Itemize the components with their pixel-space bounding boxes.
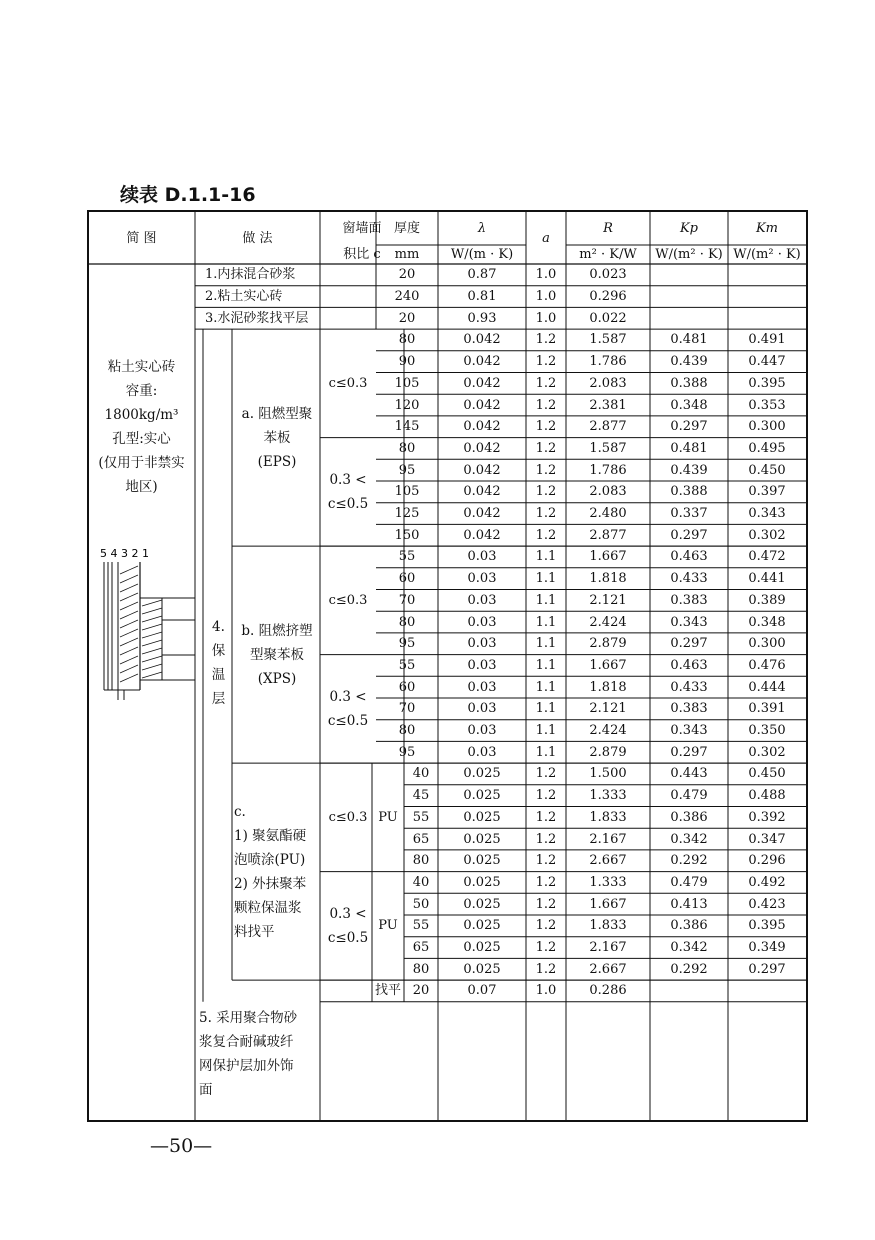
row-lambda: 0.03 [467, 592, 497, 608]
row-Km: 0.297 [748, 961, 786, 977]
row-Km: 0.392 [748, 809, 786, 825]
row-Km: 0.488 [748, 788, 786, 804]
row-lambda: 0.042 [463, 440, 501, 456]
row-a: 1.1 [535, 549, 557, 565]
layer-label: 2.粘土实心砖 [205, 289, 283, 305]
row-Km: 0.495 [748, 440, 786, 456]
header-lambda-unit: W/(m · K) [450, 247, 514, 262]
row-Kp: 0.439 [670, 462, 708, 478]
sketch-description: 粘土实心砖 容重: 1800kg/m³ 孔型:实心 (仅用于非禁实 地区) [98, 359, 185, 495]
header-thickness-unit: mm [394, 247, 420, 262]
row-thickness: 55 [398, 549, 416, 565]
row-thickness: 65 [412, 831, 430, 847]
row-lambda: 0.042 [463, 484, 501, 500]
row-a: 1.2 [535, 397, 557, 413]
row-lambda: 0.03 [467, 744, 497, 760]
block-ratio: 0.3 < c≤0.5 [327, 688, 369, 729]
diagram-line [142, 608, 162, 614]
row-Km: 0.423 [748, 896, 786, 912]
row-a: 1.2 [535, 918, 557, 934]
row-R: 1.587 [589, 440, 627, 456]
row-Km: 0.492 [748, 874, 786, 890]
row-a: 1.1 [535, 679, 557, 695]
row-a: 1.2 [535, 809, 557, 825]
row-a: 1.2 [535, 896, 557, 912]
layer-lambda: 0.93 [467, 310, 497, 326]
layer-thickness: 20 [398, 267, 416, 283]
row-Km: 0.395 [748, 375, 786, 391]
row-thickness: 55 [412, 809, 430, 825]
row-a: 1.2 [535, 853, 557, 869]
row-R: 1.667 [589, 657, 627, 673]
row-thickness: 40 [412, 766, 430, 782]
row-Kp: 0.388 [670, 484, 708, 500]
diagram-line [120, 593, 138, 601]
header-thickness: 厚度 [393, 221, 420, 236]
row-thickness: 60 [398, 679, 416, 695]
row-lambda: 0.042 [463, 506, 501, 522]
row-a: 1.2 [535, 506, 557, 522]
row-lambda: 0.025 [463, 831, 501, 847]
row-Km: 0.444 [748, 679, 786, 695]
header-R: R [603, 221, 613, 236]
layer-thickness: 240 [394, 289, 420, 305]
row-Kp: 0.463 [670, 657, 708, 673]
row-thickness: 45 [412, 788, 430, 804]
row-thickness: 80 [412, 961, 430, 977]
row-lambda: 0.03 [467, 657, 497, 673]
row-a: 1.2 [535, 766, 557, 782]
row-Km: 0.300 [748, 419, 786, 435]
row-thickness: 80 [398, 614, 416, 630]
row-thickness: 105 [394, 484, 420, 500]
group-name: b. 阻燃挤塑 型聚苯板 (XPS) [241, 622, 313, 687]
row-R: 2.121 [589, 592, 627, 608]
layer-lambda: 0.81 [467, 289, 497, 305]
row-R: 1.667 [589, 549, 627, 565]
row-lambda: 0.03 [467, 549, 497, 565]
diagram-line [142, 656, 162, 662]
row-a: 1.2 [535, 788, 557, 804]
header-Km-unit: W/(m² · K) [733, 247, 801, 262]
row-R: 2.424 [589, 723, 627, 739]
row-Km: 0.391 [748, 701, 786, 717]
layer-a: 1.0 [535, 289, 557, 305]
row-a: 1.2 [535, 874, 557, 890]
layer-R: 0.023 [589, 267, 627, 283]
row-lambda: 0.042 [463, 462, 501, 478]
layer-R: 0.022 [589, 310, 627, 326]
row-Kp: 0.443 [670, 766, 708, 782]
insulation-layer-label: 4. 保 温 层 [211, 619, 226, 708]
row-thickness: 60 [398, 571, 416, 587]
row-Km: 0.450 [748, 766, 786, 782]
layer-lambda: 0.87 [467, 267, 497, 283]
row-Km: 0.349 [748, 940, 786, 956]
header-ratio: 窗墙面 [342, 221, 382, 236]
row-R: 2.667 [589, 853, 627, 869]
diagram-line [142, 648, 162, 654]
row-thickness: 50 [412, 896, 430, 912]
row-Kp: 0.343 [670, 723, 708, 739]
row-a: 1.2 [535, 940, 557, 956]
row-a: 1.2 [535, 484, 557, 500]
row-R: 1.587 [589, 332, 627, 348]
diagram-line [120, 656, 138, 664]
row-a: 1.2 [535, 527, 557, 543]
layer-R: 0.296 [589, 289, 627, 305]
leveling-lambda: 0.07 [467, 983, 497, 999]
row-lambda: 0.03 [467, 679, 497, 695]
block-ratio: c≤0.3 [328, 592, 368, 608]
layer-a: 1.0 [535, 267, 557, 283]
row-R: 1.786 [589, 462, 627, 478]
row-Kp: 0.297 [670, 636, 708, 652]
page-number: —50— [150, 1135, 213, 1157]
layer-label: 1.内抹混合砂浆 [205, 267, 296, 283]
block-ratio: 0.3 < c≤0.5 [327, 905, 369, 946]
row-lambda: 0.025 [463, 853, 501, 869]
row-Km: 0.343 [748, 506, 786, 522]
row-a: 1.2 [535, 419, 557, 435]
row-Km: 0.450 [748, 462, 786, 478]
header-ratio-2: 积比 c [343, 247, 381, 262]
table-title: 续表 D.1.1-16 [120, 184, 256, 206]
row-R: 2.167 [589, 831, 627, 847]
row-lambda: 0.025 [463, 809, 501, 825]
diagram-line [142, 640, 162, 646]
row-R: 2.877 [589, 419, 627, 435]
row-R: 2.381 [589, 397, 627, 413]
row-Kp: 0.388 [670, 375, 708, 391]
row-Km: 0.395 [748, 918, 786, 934]
row-Km: 0.302 [748, 744, 786, 760]
row-Km: 0.350 [748, 723, 786, 739]
row-Kp: 0.342 [670, 940, 708, 956]
row-Km: 0.347 [748, 831, 786, 847]
header-R-unit: m² · K/W [579, 247, 637, 262]
row-R: 1.833 [589, 809, 627, 825]
row-thickness: 70 [398, 592, 416, 608]
row-thickness: 105 [394, 375, 420, 391]
row-thickness: 80 [398, 332, 416, 348]
row-thickness: 80 [398, 440, 416, 456]
row-Km: 0.397 [748, 484, 786, 500]
row-R: 2.083 [589, 484, 627, 500]
row-R: 2.879 [589, 636, 627, 652]
row-R: 2.480 [589, 506, 627, 522]
header-method: 做 法 [242, 230, 273, 246]
row-Kp: 0.386 [670, 918, 708, 934]
row-R: 2.424 [589, 614, 627, 630]
row-Kp: 0.348 [670, 397, 708, 413]
row-lambda: 0.042 [463, 397, 501, 413]
row-Kp: 0.481 [670, 332, 708, 348]
leveling-R: 0.286 [589, 983, 627, 999]
row-thickness: 145 [394, 419, 420, 435]
header-lambda: λ [477, 221, 487, 236]
row-a: 1.2 [535, 332, 557, 348]
row-Kp: 0.433 [670, 571, 708, 587]
row-R: 1.333 [589, 788, 627, 804]
row-a: 1.2 [535, 375, 557, 391]
row-lambda: 0.042 [463, 332, 501, 348]
diagram-line [120, 584, 138, 592]
header-Km: Km [755, 221, 779, 236]
row-Km: 0.348 [748, 614, 786, 630]
row-a: 1.2 [535, 354, 557, 370]
row-thickness: 95 [398, 462, 416, 478]
layer-5-label: 5. 采用聚合物砂 浆复合耐碱玻纤 网保护层加外饰 面 [199, 1009, 298, 1098]
leveling-thickness: 20 [412, 983, 430, 999]
row-Kp: 0.297 [670, 419, 708, 435]
row-R: 2.121 [589, 701, 627, 717]
group-name: c. 1) 聚氨酯硬 泡喷涂(PU) 2) 外抹聚苯 颗粒保温浆 料找平 [234, 803, 307, 940]
row-Kp: 0.433 [670, 679, 708, 695]
row-lambda: 0.03 [467, 701, 497, 717]
block-method-code: PU [378, 809, 398, 825]
row-Kp: 0.383 [670, 701, 708, 717]
layer-thickness: 20 [398, 310, 416, 326]
header-a: a [542, 230, 550, 246]
row-a: 1.2 [535, 462, 557, 478]
row-R: 1.333 [589, 874, 627, 890]
row-lambda: 0.025 [463, 961, 501, 977]
row-a: 1.1 [535, 723, 557, 739]
row-Km: 0.491 [748, 332, 786, 348]
row-R: 2.167 [589, 940, 627, 956]
row-lambda: 0.042 [463, 354, 501, 370]
row-lambda: 0.025 [463, 874, 501, 890]
row-a: 1.2 [535, 831, 557, 847]
row-Kp: 0.439 [670, 354, 708, 370]
diagram-line [120, 647, 138, 655]
group-name: a. 阻燃型聚 苯板 (EPS) [241, 405, 313, 470]
diagram-line [142, 664, 162, 670]
header-sketch: 简 图 [126, 230, 157, 246]
diagram-line [120, 674, 138, 682]
row-thickness: 40 [412, 874, 430, 890]
row-a: 1.1 [535, 614, 557, 630]
row-Km: 0.441 [748, 571, 786, 587]
row-lambda: 0.025 [463, 940, 501, 956]
row-Kp: 0.481 [670, 440, 708, 456]
row-a: 1.1 [535, 701, 557, 717]
row-lambda: 0.042 [463, 375, 501, 391]
diagram-line [120, 602, 138, 610]
row-Kp: 0.337 [670, 506, 708, 522]
row-thickness: 95 [398, 636, 416, 652]
row-thickness: 125 [394, 506, 420, 522]
diagram-line [142, 672, 162, 678]
row-Kp: 0.342 [670, 831, 708, 847]
row-R: 1.667 [589, 896, 627, 912]
row-R: 2.667 [589, 961, 627, 977]
header-Kp: Kp [679, 221, 699, 236]
row-Km: 0.353 [748, 397, 786, 413]
row-Km: 0.476 [748, 657, 786, 673]
diagram-line [120, 665, 138, 673]
row-lambda: 0.042 [463, 419, 501, 435]
row-thickness: 90 [398, 354, 416, 370]
diagram-line [142, 616, 162, 622]
row-a: 1.2 [535, 961, 557, 977]
row-Km: 0.300 [748, 636, 786, 652]
row-lambda: 0.025 [463, 918, 501, 934]
block-ratio: c≤0.3 [328, 375, 368, 391]
row-Kp: 0.297 [670, 527, 708, 543]
row-Kp: 0.292 [670, 853, 708, 869]
row-Km: 0.389 [748, 592, 786, 608]
diagram-line [120, 611, 138, 619]
row-thickness: 95 [398, 744, 416, 760]
row-Km: 0.472 [748, 549, 786, 565]
row-Kp: 0.479 [670, 788, 708, 804]
block-ratio: 0.3 < c≤0.5 [327, 471, 369, 512]
row-thickness: 120 [394, 397, 420, 413]
row-a: 1.1 [535, 592, 557, 608]
row-R: 1.500 [589, 766, 627, 782]
row-lambda: 0.03 [467, 571, 497, 587]
diagram-line [142, 632, 162, 638]
block-method-code: PU [378, 918, 398, 934]
row-Kp: 0.479 [670, 874, 708, 890]
row-R: 1.786 [589, 354, 627, 370]
diagram-line [120, 566, 138, 574]
row-thickness: 150 [394, 527, 420, 543]
row-Km: 0.296 [748, 853, 786, 869]
row-R: 1.818 [589, 571, 627, 587]
row-thickness: 55 [412, 918, 430, 934]
row-Kp: 0.343 [670, 614, 708, 630]
row-Kp: 0.386 [670, 809, 708, 825]
row-a: 1.1 [535, 744, 557, 760]
diagram-line [120, 629, 138, 637]
leveling-label: 找平 [374, 983, 401, 999]
row-lambda: 0.025 [463, 896, 501, 912]
diagram-layer-labels: 5 4 3 2 1 [100, 547, 149, 560]
block-ratio: c≤0.3 [328, 809, 368, 825]
row-Km: 0.302 [748, 527, 786, 543]
row-R: 1.833 [589, 918, 627, 934]
row-R: 1.818 [589, 679, 627, 695]
row-Km: 0.447 [748, 354, 786, 370]
row-lambda: 0.042 [463, 527, 501, 543]
row-lambda: 0.03 [467, 723, 497, 739]
row-a: 1.1 [535, 571, 557, 587]
row-a: 1.1 [535, 636, 557, 652]
header-Kp-unit: W/(m² · K) [655, 247, 723, 262]
diagram-line [120, 575, 138, 583]
row-thickness: 80 [412, 853, 430, 869]
row-R: 2.877 [589, 527, 627, 543]
row-Kp: 0.383 [670, 592, 708, 608]
row-a: 1.1 [535, 657, 557, 673]
row-thickness: 80 [398, 723, 416, 739]
diagram-line [120, 638, 138, 646]
row-thickness: 70 [398, 701, 416, 717]
row-a: 1.2 [535, 440, 557, 456]
row-thickness: 55 [398, 657, 416, 673]
layer-a: 1.0 [535, 310, 557, 326]
row-R: 2.879 [589, 744, 627, 760]
row-lambda: 0.025 [463, 788, 501, 804]
row-R: 2.083 [589, 375, 627, 391]
row-Kp: 0.413 [670, 896, 708, 912]
row-lambda: 0.03 [467, 636, 497, 652]
diagram-line [142, 600, 162, 606]
diagram-line [120, 620, 138, 628]
leveling-a: 1.0 [535, 983, 557, 999]
row-Kp: 0.463 [670, 549, 708, 565]
row-lambda: 0.025 [463, 766, 501, 782]
row-lambda: 0.03 [467, 614, 497, 630]
row-Kp: 0.292 [670, 961, 708, 977]
row-Kp: 0.297 [670, 744, 708, 760]
diagram-line [142, 624, 162, 630]
wall-section-diagram [100, 547, 195, 700]
layer-label: 3.水泥砂浆找平层 [205, 310, 309, 326]
row-thickness: 65 [412, 940, 430, 956]
